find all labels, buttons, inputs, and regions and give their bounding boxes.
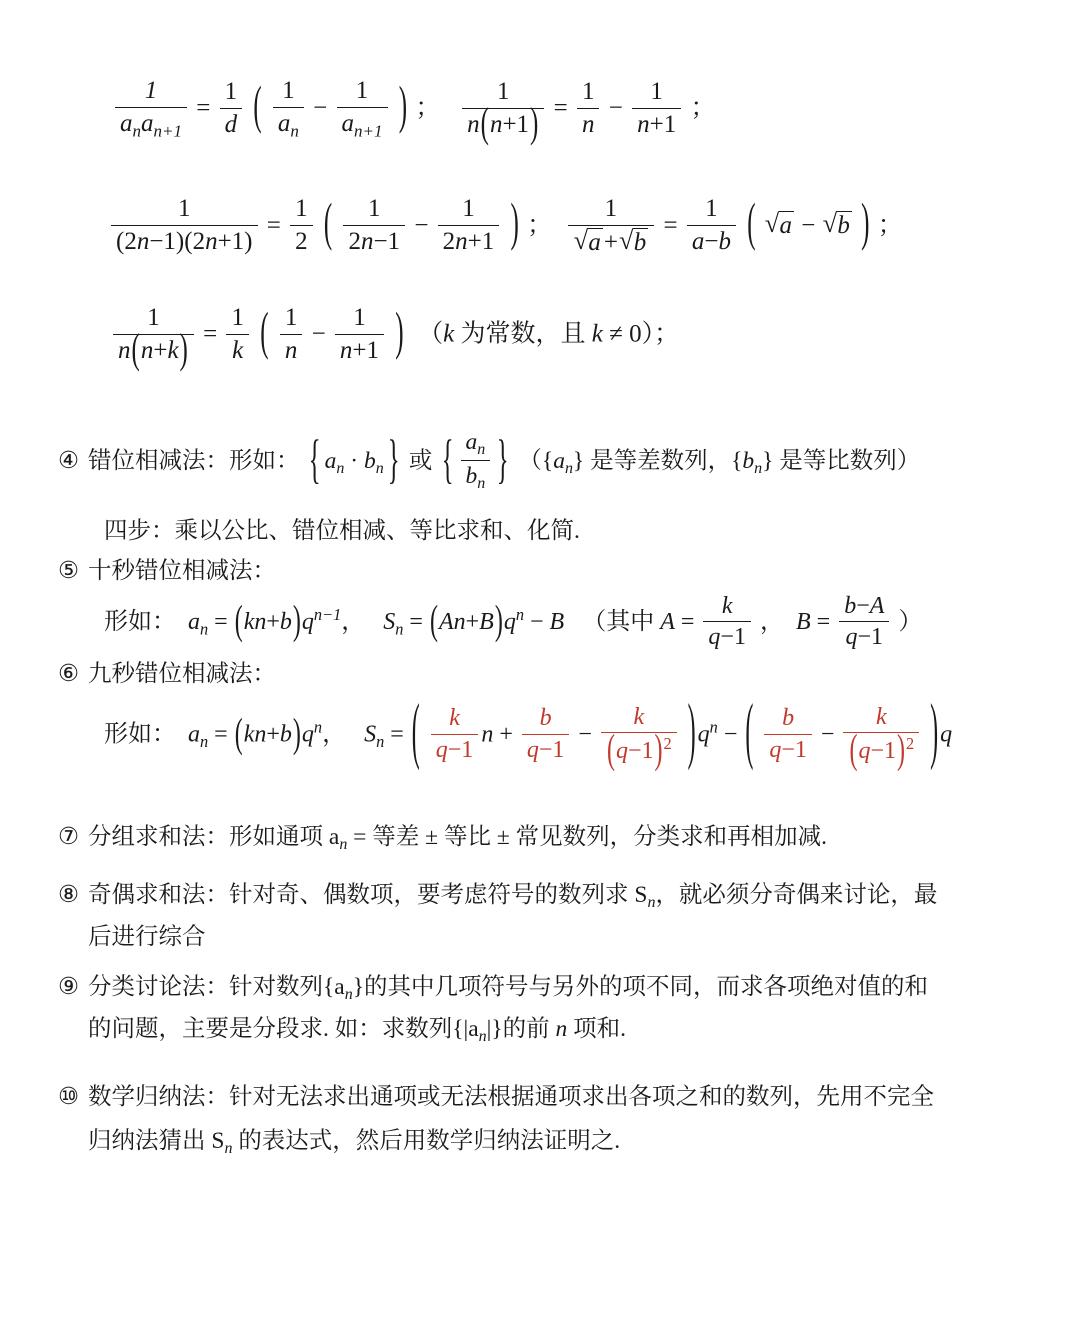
item-marker: ⑧ — [58, 882, 80, 908]
formula-label: 形如： — [104, 609, 176, 636]
list-item-7 — [58, 818, 827, 858]
item-marker: ④ — [58, 447, 80, 474]
list-item-5 — [58, 552, 276, 590]
item-title: 十秒错位相减法： — [88, 558, 276, 584]
item-body-line2: 后进行综合 — [88, 924, 206, 950]
list-item-4: ④ 错位相减法：形如： { $a_n \cdot b_n$ } 或 { $\frac{a_n}{b_n}$ } （$\{a_n\}$ 是等差数列，$\{b_n\}$ 是等比数列） — [58, 428, 921, 493]
formula-item-6: 形如： $a_n = (kn+b)q^n$， $S_n$ = ( $\frac{k}{q-1}$ n + $\frac{b}{q-1}$ − $\frac{k}{(q-1)^2}$ )$q^n$ − ( $\frac{b}{q-1}$ − $\frac{k}{(q-1)^2}$ )q — [104, 692, 953, 774]
item-body: 分类讨论法：针对数列$\{a_n\}$的其中几项符号与另外的项不同，而求各项绝对值的和 — [88, 974, 928, 1004]
item-text-before: 形如： — [229, 447, 300, 474]
item-marker: ⑤ — [58, 558, 80, 584]
item-body-line2: 归纳法猜出 $S_n$ 的表达式，然后用数学归纳法证明之. — [88, 1128, 621, 1158]
list-item-8 — [58, 876, 1018, 916]
list-item-9-line2 — [88, 1010, 626, 1050]
item-title: 错位相减法： — [88, 447, 229, 474]
item-marker: ⑩ — [58, 1084, 80, 1110]
item-title: 九秒错位相减法： — [88, 661, 276, 687]
item-body: 奇偶求和法：针对奇、偶数项，要考虑符号的数列求 $S_n$，就必须分奇偶来讨论，最 — [88, 882, 938, 912]
list-item-6 — [58, 655, 276, 693]
list-item-10 — [58, 1078, 1038, 1116]
item-body: 数学归纳法：针对无法求出通项或无法根据通项求出各项之和的数列，先用不完全 — [88, 1084, 934, 1110]
item-marker: ⑥ — [58, 661, 80, 687]
formula-split-1: $\frac{1}{a_na_{n+1}}$ = $\frac{1}{d}$ ( $\frac{1}{a_n}$ − $\frac{1}{a_{n+1}}$ ) ； $\frac{1}{n(n+1)}$ = $\frac{1}{n}$ − $\frac{1}{n+1}$ ； — [112, 78, 715, 142]
list-item-10-line2 — [88, 1122, 620, 1162]
list-item-4-substep — [104, 512, 580, 550]
item-body: 分组求和法：形如通项 $a_n$ = 等差 ± 等比 ± 常见数列，分类求和再相加减. — [88, 824, 827, 854]
formula-label: 形如： — [104, 721, 176, 748]
formula-split-2: $\frac{1}{(2n-1)(2n+1)}$ = $\frac{1}{2}$ ( $\frac{1}{2n-1}$ − $\frac{1}{2n+1}$ ) ； 1 √ a + √ b = $\frac{1}{a-b}$ ( √ a − √ b ) ； — [108, 196, 903, 259]
formula-split-3: $\frac{1}{n(n+k)}$ = $\frac{1}{k}$ ( $\frac{1}{n}$ − $\frac{1}{n+1}$ ) （k 为常数，且 k ≠ 0）； — [110, 305, 679, 367]
item-body-line2: 的问题，主要是分段求. 如：求数列$\{|a_n|\}$的前 n 项和. — [88, 1016, 627, 1046]
list-item-8-line2 — [88, 918, 206, 956]
item-substep-text: 四步：乘以公比、错位相减、等比求和、化简. — [104, 518, 580, 544]
list-item-9 — [58, 968, 1018, 1008]
item-or: 或 — [408, 447, 433, 474]
item-marker: ⑦ — [58, 824, 80, 850]
formula-item-5: 形如： $a_n = (kn+b)q^{n-1}$， $S_n = (An+B)q^n - B$ （其中 A = $\frac{k}{q-1}$ ， B = $\frac{b-A}{q-1}$ ） — [104, 592, 923, 651]
item-marker: ⑨ — [58, 974, 80, 1000]
